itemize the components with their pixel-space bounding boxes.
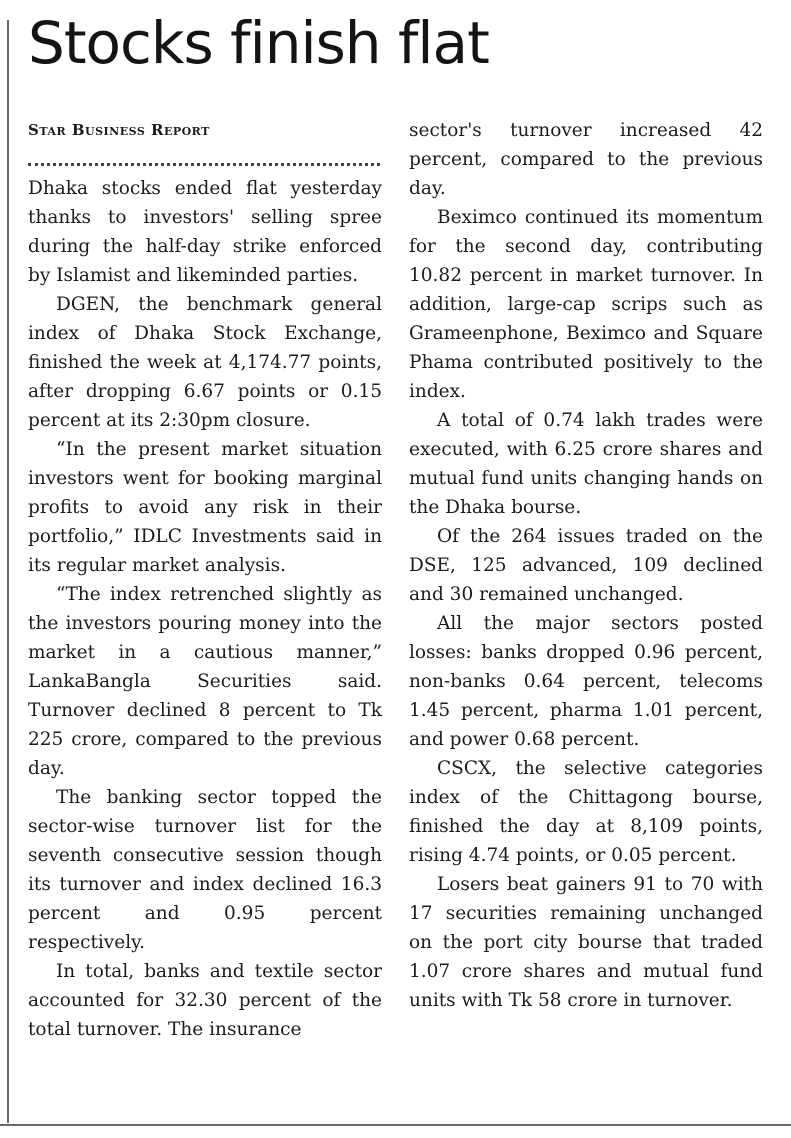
paragraph: In total, banks and textile sector accounted for 32.30 percent of the total turnover. The insurance [28,961,382,1040]
paragraph: DGEN, the benchmark general index of Dhaka Stock Exchange, finished the week at 4,174.77 points, after dropping 6.67 points or 0.15 percent at its 2:30pm closure. [28,294,382,431]
paragraph: CSCX, the selective categories index of the Chittagong bourse, finished the day at 8,109 points, rising 4.74 points, or 0.05 percent. [409,758,763,866]
paragraph: Dhaka stocks ended flat yesterday thanks to investors' selling spree during the half-day strike enforced by Islamist and likeminded parties. [28,178,382,286]
article-column-1 [28,116,382,1044]
paragraph: sector's turnover increased 42 percent, compared to the previous day. [409,120,763,199]
bottom-rule [0,1124,791,1126]
paragraph: Beximco continued its momentum for the second day, contributing 10.82 percent in market turnover. In addition, large-cap scrips such as Grameenphone, Beximco and Square Phama contributed positively to the index. [409,207,763,402]
paragraph: “In the present market situation investors went for booking marginal profits to avoid any risk in their portfolio,” IDLC Investments said in its regular market analysis. [28,439,382,576]
article-column-2 [409,116,763,1015]
paragraph: Losers beat gainers 91 to 70 with 17 securities remaining unchanged on the port city bourse that traded 1.07 crore shares and mutual fund units with Tk 58 crore in turnover. [409,874,763,1011]
byline-dotted-divider [28,153,380,166]
headline: Stocks finish flat [28,9,489,77]
byline: Star Business Report [28,121,210,139]
paragraph: Of the 264 issues traded on the DSE, 125 advanced, 109 declined and 30 remained unchanged. [409,526,763,605]
left-column-rule [7,20,9,1123]
paragraph: “The index retrenched slightly as the investors pouring money into the market in a cautious manner,” LankaBangla Securities said. Turnover declined 8 percent to Tk 225 crore, compared to the previous day. [28,584,382,779]
paragraph: A total of 0.74 lakh trades were executed, with 6.25 crore shares and mutual fund units changing hands on the Dhaka bourse. [409,410,763,518]
paragraph: The banking sector topped the sector-wise turnover list for the seventh consecutive session though its turnover and index declined 16.3 percent and 0.95 percent respectively. [28,787,382,953]
paragraph: All the major sectors posted losses: banks dropped 0.96 percent, non-banks 0.64 percent, telecoms 1.45 percent, pharma 1.01 percent, and power 0.68 percent. [409,613,763,750]
